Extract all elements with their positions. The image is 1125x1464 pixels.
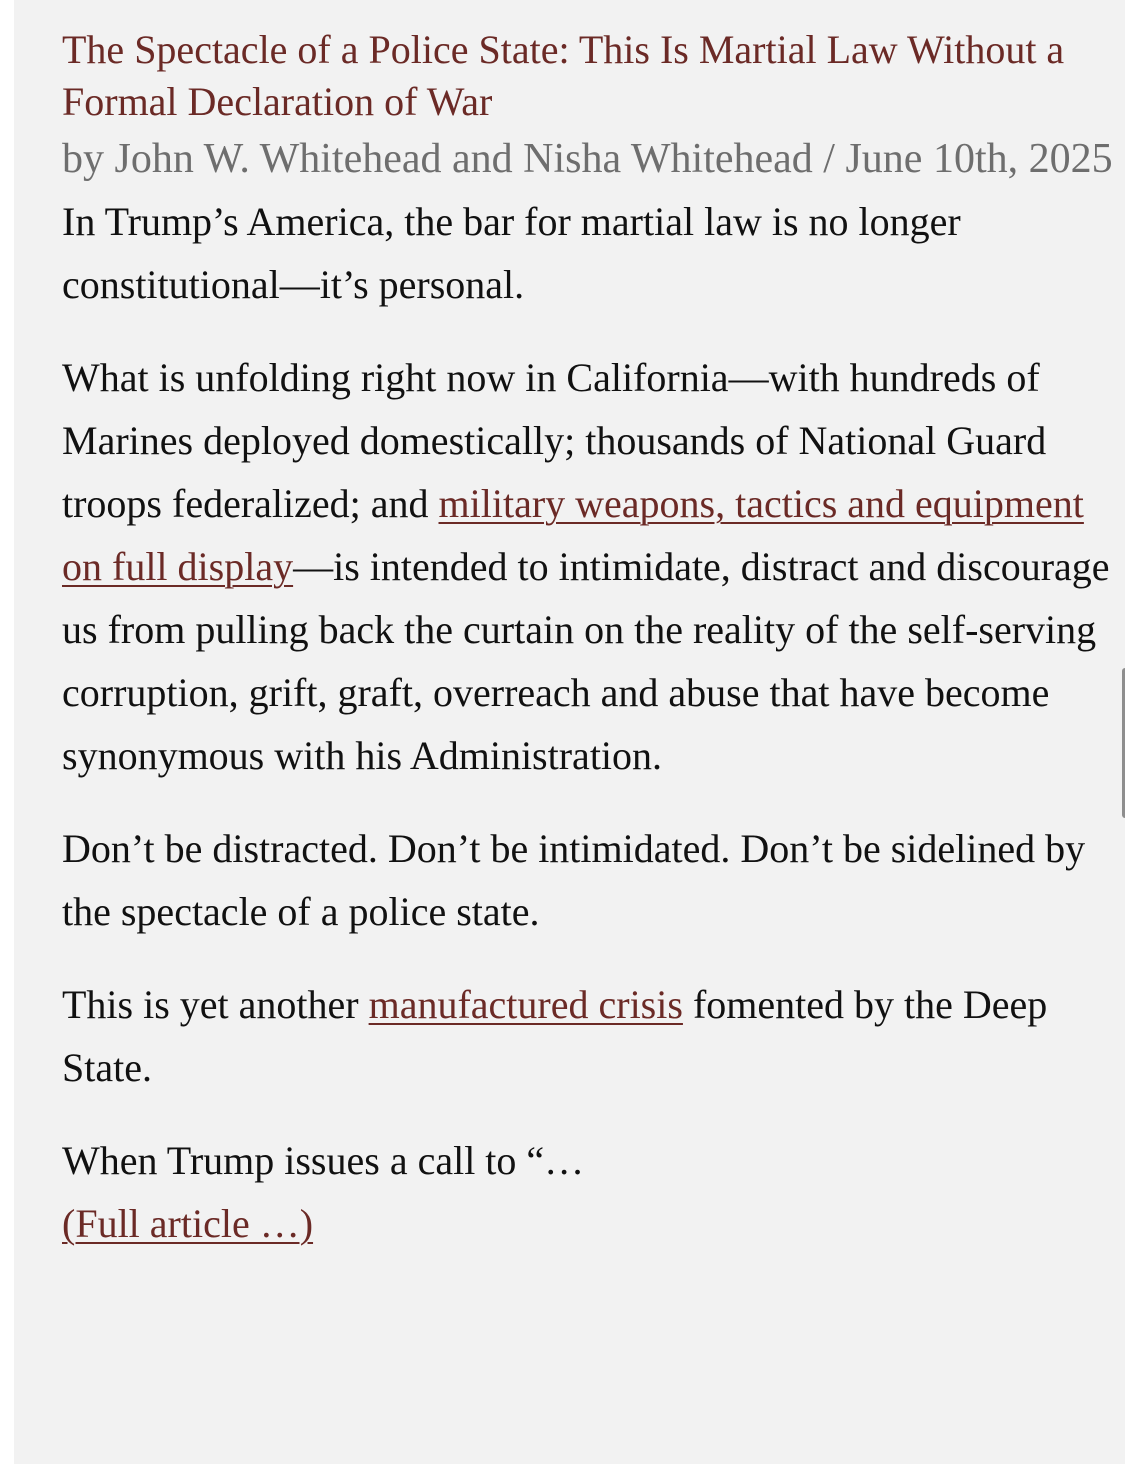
paragraph-4 bbox=[62, 973, 1122, 1099]
paragraph-3: Don’t be distracted. Don’t be intimidated. Don’t be sidelined by the spectacle of a police state. bbox=[62, 826, 1086, 934]
paragraph-2-text-end: —is intended to intimidate, distract and discourage us from pulling back the curtain on the reality of the self-serving corruption, grift, graft, overreach and abuse that have become synonymous with his Administration. bbox=[62, 544, 1110, 778]
full-article-line bbox=[62, 1192, 1122, 1255]
paragraph-2 bbox=[62, 346, 1122, 787]
article-byline: by John W. Whitehead and Nisha Whitehead / June 10th, 2025 bbox=[62, 136, 1113, 182]
article-card bbox=[14, 0, 1125, 1464]
full-article-link[interactable]: (Full article …) bbox=[62, 1201, 314, 1246]
paragraph-1: In Trump’s America, the bar for martial law is no longer constitutional—it’s personal. bbox=[62, 199, 961, 307]
paragraph-4-text-end: fomented by the Deep State. bbox=[62, 982, 1048, 1090]
paragraph-4-text-start: This is yet another bbox=[62, 982, 369, 1027]
military-weapons-link[interactable]: military weapons, tactics and equipment on full display bbox=[62, 481, 1084, 589]
article-body bbox=[62, 190, 1122, 1255]
article-title[interactable] bbox=[62, 24, 1122, 128]
article-content bbox=[62, 24, 1122, 1285]
article-title-link[interactable]: The Spectacle of a Police State: This Is Martial Law Without a Formal Declaration of War bbox=[62, 27, 1065, 124]
paragraph-2-text-start: What is unfolding right now in California—with hundreds of Marines deployed domestically; thousands of National Guard troops federalized; and bbox=[62, 355, 1047, 526]
paragraph-5: When Trump issues a call to “… bbox=[62, 1138, 585, 1183]
manufactured-crisis-link[interactable]: manufactured crisis bbox=[368, 982, 683, 1027]
